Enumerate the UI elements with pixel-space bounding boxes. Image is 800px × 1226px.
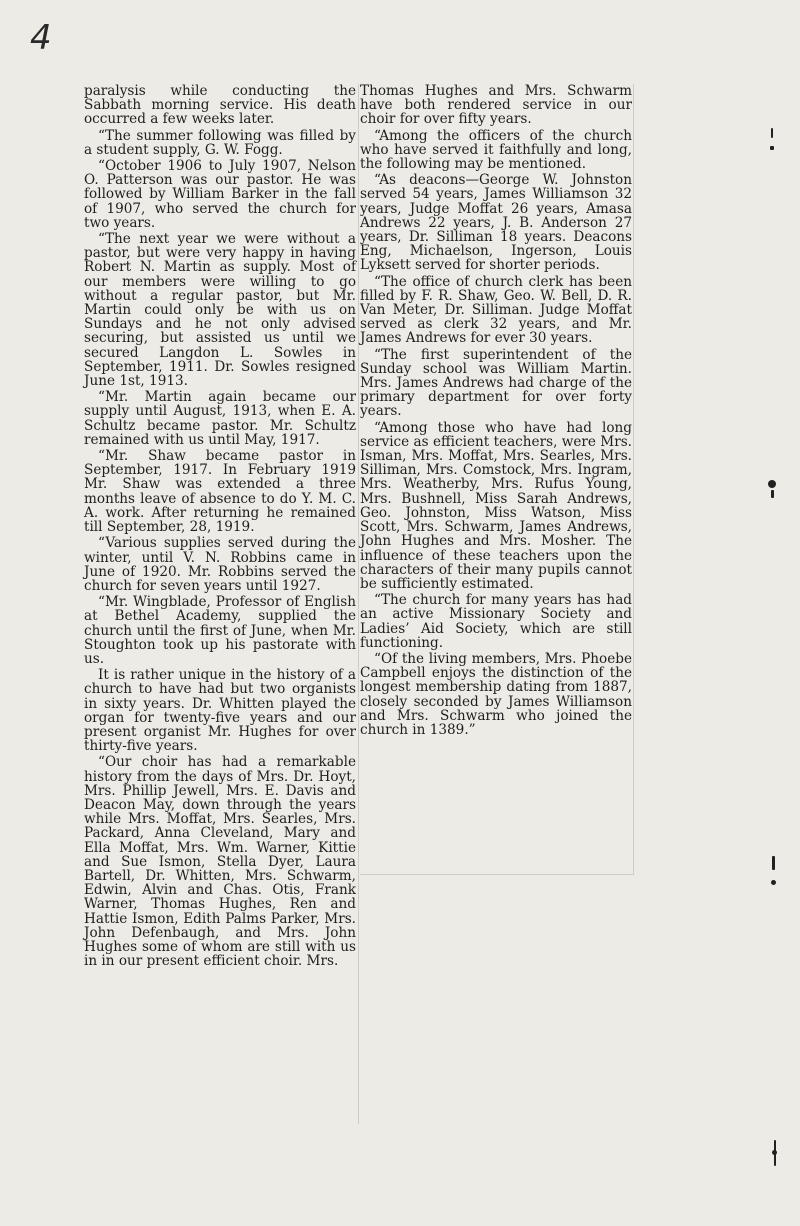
paragraph: “Of the living members, Mrs. Phoebe Campbell enjoys the distinction of the longest membership dating from 1887, closely seconded by James Williamson and Mrs. Schwarm who joined the church in 1389.” <box>360 650 632 738</box>
binding-mark <box>772 856 775 870</box>
paragraph: “The next year we were without a pastor, but were very happy in having Robert N. Martin as supply. Most of our members were willing to go without a regular pastor, but Mr. Martin could only be with us on Sundays and he not only advised securing, but assisted us until we secured Langdon L. Sowles in September, 1911. Dr. Sowles resigned June 1st, 1913. <box>84 231 356 390</box>
clipping-divider <box>358 84 359 1124</box>
left-column <box>84 84 356 1124</box>
paragraph: “As deacons—George W. Johnston served 54 years, James Williamson 32 years, Judge Moffat 26 years, Amasa Andrews 22 years, J. B. Anderson 27 years, Dr. Silliman 18 years. Deacons Eng, Michaelson, Ingerson, Louis Lyksett served for shorter periods. <box>360 172 632 274</box>
paragraph: “The first superintendent of the Sunday school was William Martin. Mrs. James Andrews had charge of the primary department for over forty years. <box>360 346 632 420</box>
right-column <box>360 84 632 874</box>
binding-mark <box>771 880 776 885</box>
paragraph: “The summer following was filled by a student supply, G. W. Fogg. <box>84 127 356 158</box>
paragraph: “Among those who have had long service as efficient teachers, were Mrs. Isman, Mrs. Moffat, Mrs. Searles, Mrs. Silliman, Mrs. Comstock, Mrs. Ingram, Mrs. Weatherby, Mrs. Rufus Young, Mrs. Bushnell, Miss Sarah Andrews, Geo. Johnston, Miss Watson, Miss Scott, Mrs. Schwarm, James Andrews, John Hughes and Mrs. Mosher. The influence of these teachers upon the characters of their many pupils cannot be sufficiently estimated. <box>360 419 632 592</box>
paragraph: “Our choir has had a remarkable history from the days of Mrs. Dr. Hoyt, Mrs. Phillip Jewell, Mrs. E. Davis and Deacon May, down through the years while Mrs. Moffat, Mrs. Searles, Mrs. Packard, Anna Cleveland, Mary and Ella Moffat, Mrs. Wm. Warner, Kittie and Sue Ismon, Stella Dyer, Laura Bartell, Dr. Whitten, Mrs. Schwarm, Edwin, Alvin and Chas. Otis, Frank Warner, Thomas Hughes, Ren and Hattie Ismon, Edith Palms Parker, Mrs. John Defenbaugh, and Mrs. John Hughes some of whom are still with us in in our present efficient choir. Mrs. <box>84 754 356 970</box>
paragraph: “The church for many years has had an active Missionary Society and Ladies’ Aid Society, which are still functioning. <box>360 592 632 651</box>
binding-mark <box>771 490 774 498</box>
binding-mark <box>768 480 776 488</box>
clipping-edge-bottom <box>360 874 634 875</box>
paragraph: “Mr. Wingblade, Professor of English at Bethel Academy, supplied the church until the first of June, when Mr. Stoughton took up his pastorate with us. <box>84 594 356 667</box>
binding-mark <box>772 1150 777 1155</box>
binding-mark <box>770 146 774 150</box>
binding-mark <box>771 128 773 138</box>
paragraph: “The office of church clerk has been filled by F. R. Shaw, Geo. W. Bell, D. R. Van Meter, Dr. Silliman. Judge Moffat served as clerk 32 years, and Mr. James Andrews for ever 30 years. <box>360 273 632 347</box>
paragraph: “Among the officers of the church who have served it faithfully and long, the following may be mentioned. <box>360 127 632 173</box>
paragraph: paralysis while conducting the Sabbath morning service. His death occurred a few weeks later. <box>84 83 356 128</box>
page-number: 4 <box>30 18 52 58</box>
paragraph: It is rather unique in the history of a church to have had but two organists in sixty years. Dr. Whitten played the organ for twenty-five years and our present organist Mr. Hughes for over thirty-five years. <box>84 667 356 755</box>
clipping-edge-right <box>633 84 634 874</box>
paragraph: “Mr. Martin again became our supply until August, 1913, when E. A. Schultz became pastor. Mr. Schultz remained with us until May, 1917. <box>84 389 356 448</box>
paragraph: “Mr. Shaw became pastor in September, 1917. In February 1919 Mr. Shaw was extended a three months leave of absence to do Y. M. C. A. work. After returning he remained till September, 28, 1919. <box>84 448 356 536</box>
paragraph: Thomas Hughes and Mrs. Schwarm have both rendered service in our choir for over fifty years. <box>360 83 632 128</box>
paragraph: “October 1906 to July 1907, Nelson O. Patterson was our pastor. He was followed by William Barker in the fall of 1907, who served the church for two years. <box>84 158 356 231</box>
paragraph: “Various supplies served during the winter, until V. N. Robbins came in June of 1920. Mr. Robbins served the church for seven years until 1927. <box>84 535 356 594</box>
